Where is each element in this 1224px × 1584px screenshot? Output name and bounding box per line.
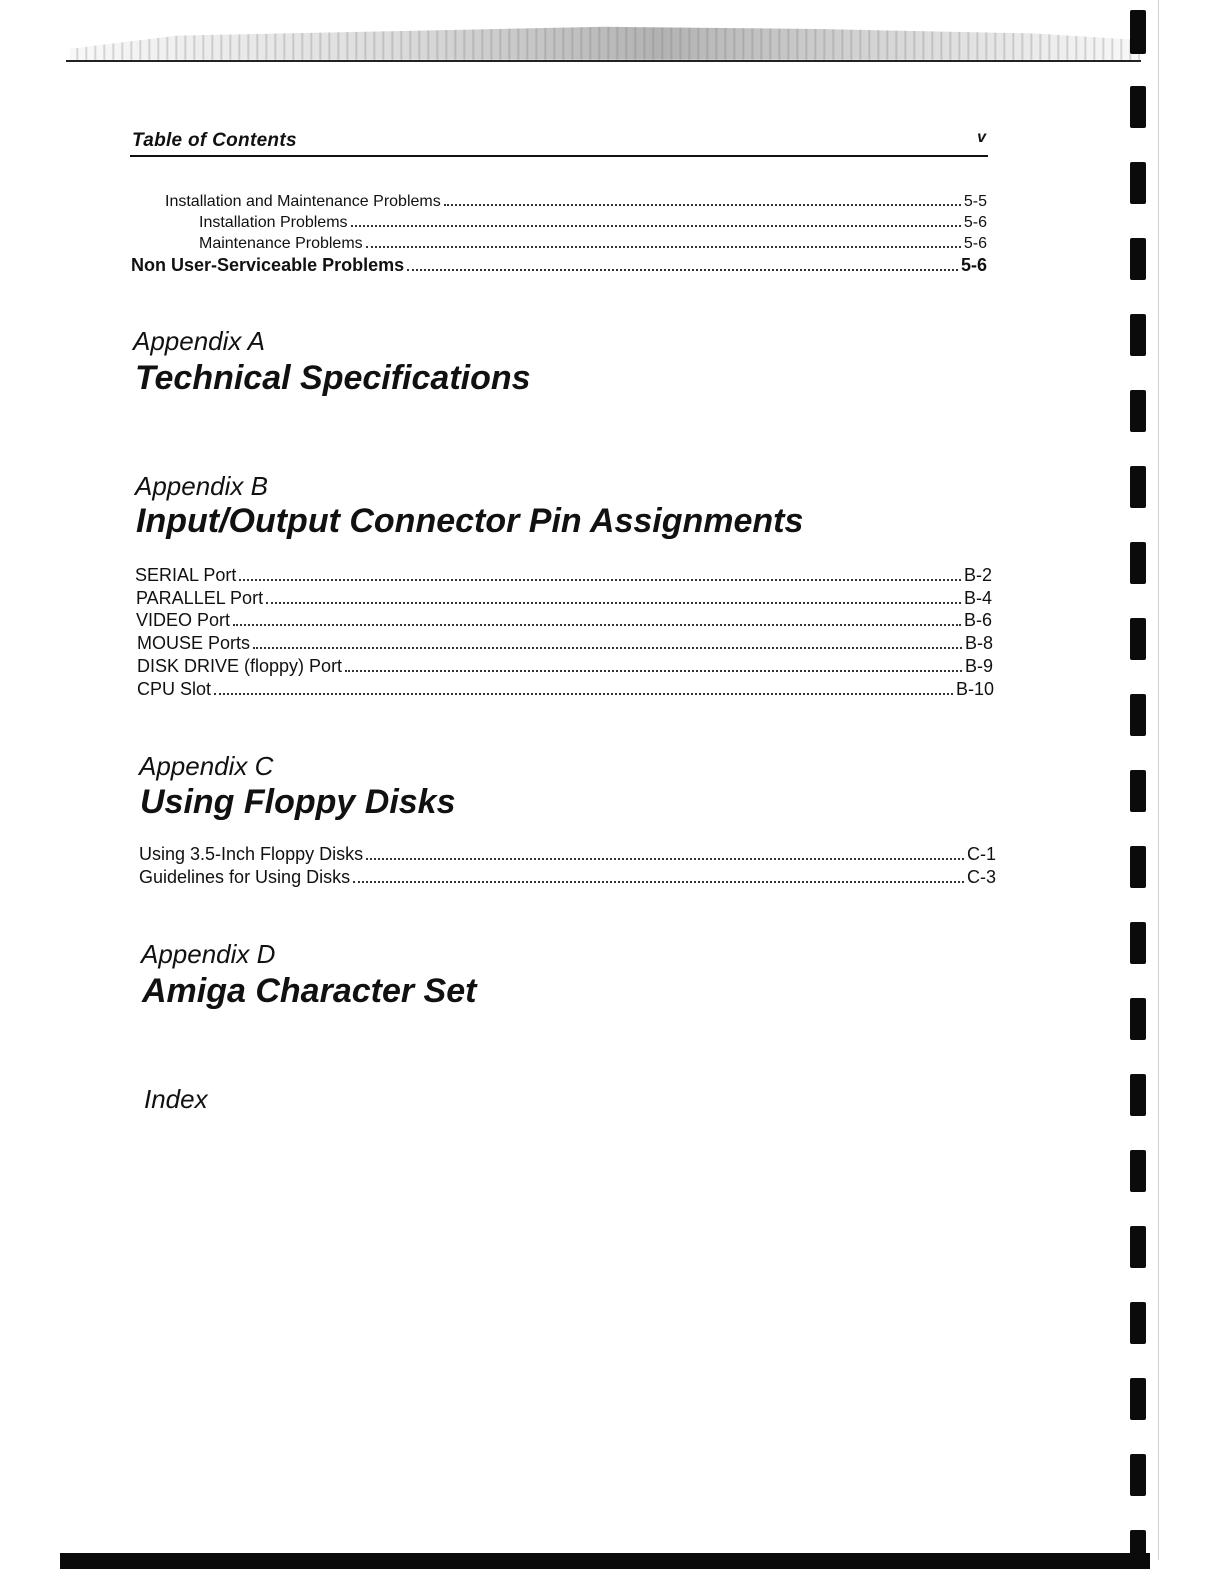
toc-entry-label: VIDEO Port: [136, 610, 231, 630]
toc-entry-label: Installation Problems: [199, 214, 348, 231]
toc-entry-label: Using 3.5-Inch Floppy Disks: [139, 844, 364, 864]
toc-entry-label: Installation and Maintenance Problems: [165, 193, 441, 210]
appendix-a-title[interactable]: Technical Specifications: [135, 359, 531, 397]
toc-entry[interactable]: [136, 610, 992, 634]
sprocket-hole: [1130, 314, 1146, 356]
toc-entry-page: 5-5: [963, 193, 987, 210]
toc-entry-label: PARALLEL Port: [136, 588, 264, 608]
toc-entry[interactable]: [137, 633, 993, 657]
appendix-d-label: Appendix D: [141, 939, 276, 969]
toc-leader-dots: [366, 246, 961, 248]
toc-leader-dots: [253, 647, 962, 649]
toc-leader-dots: [351, 225, 961, 227]
sprocket-hole: [1130, 10, 1146, 54]
header-page-number: v: [977, 129, 986, 146]
sprocket-hole: [1130, 1378, 1146, 1420]
sprocket-hole: [1130, 1150, 1146, 1192]
toc-leader-dots: [345, 670, 962, 672]
sprocket-hole: [1130, 466, 1146, 508]
toc-leader-dots: [407, 269, 958, 271]
toc-entry-label: Maintenance Problems: [199, 235, 363, 252]
toc-entry[interactable]: [136, 588, 992, 612]
toc-entry-page: B-2: [963, 565, 992, 585]
sprocket-hole: [1130, 846, 1146, 888]
toc-leader-dots: [353, 881, 964, 883]
appendix-d-title[interactable]: Amiga Character Set: [142, 972, 477, 1010]
toc-entry[interactable]: [137, 679, 994, 703]
toc-entry-page: B-9: [964, 656, 993, 676]
toc-entry-page: 5-6: [960, 255, 987, 275]
toc-entry-page: C-3: [966, 867, 996, 887]
sprocket-hole: [1130, 542, 1146, 584]
sprocket-hole: [1130, 1454, 1146, 1496]
toc-entry-page: B-10: [955, 679, 994, 699]
toc-leader-dots: [266, 602, 961, 604]
index-label[interactable]: Index: [144, 1084, 208, 1114]
sprocket-hole: [1130, 86, 1146, 128]
sprocket-hole: [1130, 1530, 1146, 1560]
appendix-b-label: Appendix B: [135, 471, 268, 501]
sprocket-hole: [1130, 770, 1146, 812]
sprocket-hole: [1130, 1074, 1146, 1116]
appendix-b-title[interactable]: Input/Output Connector Pin Assignments: [136, 502, 804, 540]
scan-top-rule: [66, 60, 1141, 62]
toc-leader-dots: [239, 579, 961, 581]
sprocket-hole: [1130, 998, 1146, 1040]
toc-leader-dots: [233, 624, 961, 626]
toc-entry[interactable]: [137, 656, 993, 680]
toc-entry-page: C-1: [966, 844, 996, 864]
toc-entry-label: CPU Slot: [137, 679, 212, 699]
toc-entry-label: Non User-Serviceable Problems: [131, 255, 405, 275]
sprocket-hole: [1130, 162, 1146, 204]
appendix-c-label: Appendix C: [139, 751, 274, 781]
scan-bottom-bar: [60, 1553, 1150, 1569]
toc-entry-label: MOUSE Ports: [137, 633, 251, 653]
toc-entry-page: B-6: [963, 610, 992, 630]
toc-entry-page: 5-6: [963, 235, 987, 252]
sprocket-hole: [1130, 618, 1146, 660]
toc-entry-page: B-4: [963, 588, 992, 608]
toc-entry-page: B-8: [964, 633, 993, 653]
toc-entry-label: SERIAL Port: [135, 565, 237, 585]
toc-entry[interactable]: [131, 255, 987, 279]
sprocket-hole: [1130, 390, 1146, 432]
sprocket-hole: [1130, 694, 1146, 736]
toc-entry[interactable]: [139, 844, 996, 868]
toc-leader-dots: [444, 204, 961, 206]
scan-noise-top: [70, 18, 1140, 62]
toc-leader-dots: [214, 693, 953, 695]
sprocket-hole: [1130, 238, 1146, 280]
sprocket-hole: [1130, 1226, 1146, 1268]
toc-leader-dots: [366, 858, 964, 860]
toc-entry-page: 5-6: [963, 214, 987, 231]
appendix-a-label: Appendix A: [133, 326, 266, 356]
toc-entry-label: DISK DRIVE (floppy) Port: [137, 656, 343, 676]
toc-entry-label: Guidelines for Using Disks: [139, 867, 351, 887]
toc-entry[interactable]: [139, 867, 996, 891]
appendix-c-title[interactable]: Using Floppy Disks: [140, 783, 456, 821]
page-edge: [1158, 0, 1159, 1560]
sprocket-hole: [1130, 1302, 1146, 1344]
sprocket-hole: [1130, 922, 1146, 964]
running-header: [130, 127, 988, 157]
toc-entry[interactable]: [135, 565, 992, 589]
header-title: Table of Contents: [132, 130, 297, 151]
